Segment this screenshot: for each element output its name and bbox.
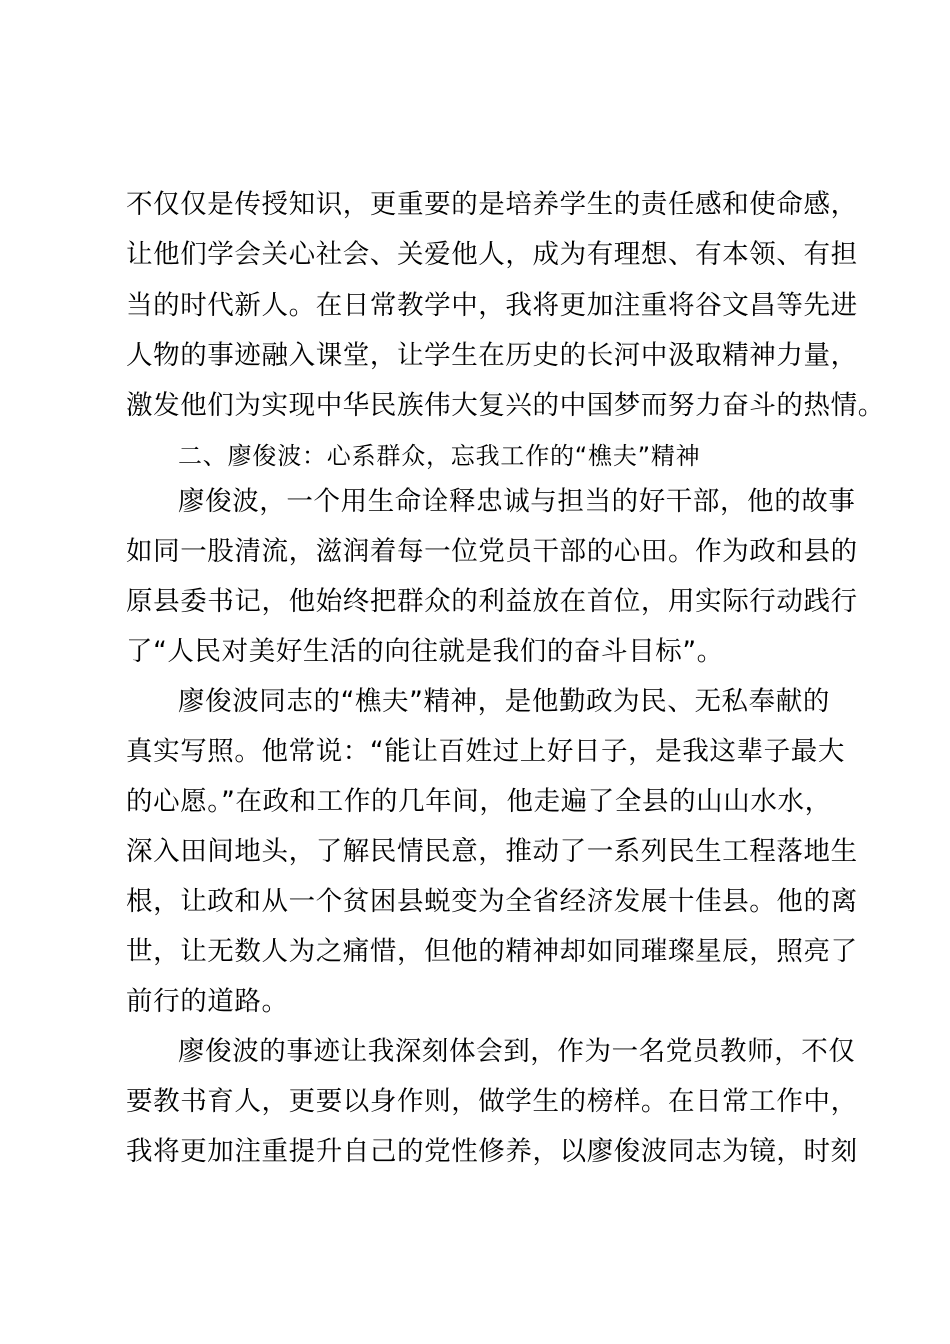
paragraph-line: 廖俊波，一个用生命诠释忠诚与担当的好干部，他的故事 — [178, 486, 856, 517]
paragraph-line: 前行的道路。 — [126, 986, 289, 1017]
paragraph-line: 让他们学会关心社会、关爱他人，成为有理想、有本领、有担 — [126, 239, 858, 270]
paragraph-line: 根，让政和从一个贫困县蜕变为全省经济发展十佳县。他的离 — [126, 886, 858, 917]
paragraph-line: 激发他们为实现中华民族伟大复兴的中国梦而努力奋斗的热情。 — [126, 390, 885, 421]
paragraph-line: 如同一股清流，滋润着每一位党员干部的心田。作为政和县的 — [126, 536, 858, 567]
paragraph-line: 原县委书记，他始终把群众的利益放在首位，用实际行动践行 — [126, 586, 858, 617]
paragraph-line: 人物的事迹融入课堂，让学生在历史的长河中汲取精神力量， — [126, 340, 858, 371]
paragraph-line: 深入田间地头，了解民情民意，推动了一系列民生工程落地生 — [126, 836, 858, 867]
paragraph-line: 我将更加注重提升自己的党性修养，以廖俊波同志为镜，时刻 — [126, 1136, 858, 1167]
paragraph-line: 了“人民对美好生活的向往就是我们的奋斗目标”。 — [126, 636, 724, 667]
paragraph-line: 要教书育人，更要以身作则，做学生的榜样。在日常工作中， — [126, 1086, 858, 1117]
paragraph-line: 当的时代新人。在日常教学中，我将更加注重将谷文昌等先进 — [126, 290, 858, 321]
paragraph-line: 廖俊波同志的“樵夫”精神，是他勤政为民、无私奉献的 — [178, 686, 830, 717]
section-heading: 二、廖俊波：心系群众，忘我工作的“樵夫”精神 — [178, 442, 701, 470]
paragraph-line: 真实写照。他常说：“能让百姓过上好日子，是我这辈子最大 — [126, 736, 845, 767]
paragraph-line: 世，让无数人为之痛惜，但他的精神却如同璀璨星辰，照亮了 — [126, 936, 858, 967]
paragraph-line: 不仅仅是传授知识，更重要的是培养学生的责任感和使命感， — [126, 189, 858, 220]
paragraph-line: 的心愿。”在政和工作的几年间，他走遍了全县的山山水水， — [126, 786, 832, 817]
paragraph-line: 廖俊波的事迹让我深刻体会到，作为一名党员教师，不仅 — [178, 1036, 856, 1067]
